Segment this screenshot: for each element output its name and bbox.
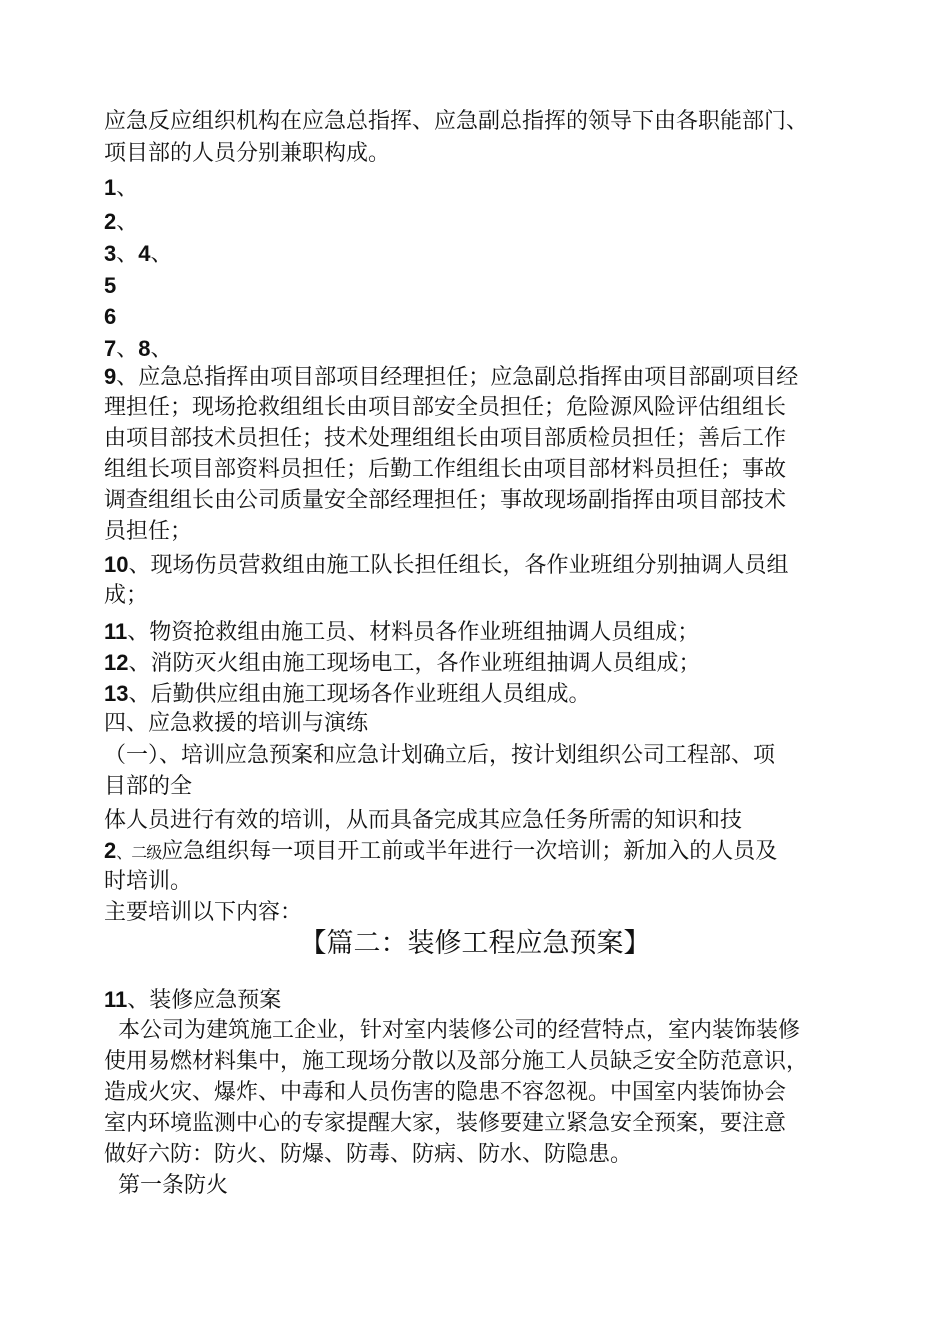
list-item-5 xyxy=(104,271,116,302)
item-10-line-2: 成； xyxy=(104,583,149,608)
item-text: 、 xyxy=(116,242,139,267)
training-line-4 xyxy=(104,836,777,868)
item-number: 13 xyxy=(104,681,129,706)
item-number: 10 xyxy=(104,552,129,577)
item-text: 、 xyxy=(116,337,139,362)
item-number: 1 xyxy=(104,175,117,200)
training-line-3: 体人员进行有效的培训，从而具备完成其应急任务所需的知识和技 xyxy=(104,808,743,833)
part2-line-1: 本公司为建筑施工企业，针对室内装修公司的经营特点，室内装饰装修 xyxy=(118,1018,801,1043)
part2-line-4: 室内环境监测中心的专家提醒大家，装修要建立紧急安全预案，要注意 xyxy=(104,1111,787,1136)
item-text: 、 xyxy=(150,337,173,362)
item-number: 9 xyxy=(104,364,117,389)
item-number: 11 xyxy=(104,987,128,1012)
list-item-12 xyxy=(104,648,701,679)
item-number: 8 xyxy=(138,336,151,361)
training-line-5: 时培训。 xyxy=(104,869,193,894)
list-item-10 xyxy=(104,550,789,581)
item-number: 11 xyxy=(104,619,128,644)
part2-line-2: 使用易燃材料集中，施工现场分散以及部分施工人员缺乏安全防范意识， xyxy=(104,1049,809,1074)
item-text: 、后勤供应组由施工现场各作业班组人员组成。 xyxy=(128,682,591,707)
list-item-9 xyxy=(104,362,798,393)
item-text: 、 xyxy=(116,176,139,201)
list-item-7-8 xyxy=(104,334,173,365)
item-9-line-6: 员担任； xyxy=(104,519,193,544)
overlap-text: 、二级 xyxy=(116,843,162,862)
list-item-1 xyxy=(104,173,138,204)
section-heading: 【篇二：装修工程应急预案】 xyxy=(299,928,651,959)
part2-line-5: 做好六防：防火、防爆、防毒、防病、防水、防隐患。 xyxy=(104,1142,633,1167)
intro-line-1: 应急反应组织机构在应急总指挥、应急副总指挥的领导下由各职能部门、 xyxy=(104,109,809,134)
item-text: 、应急总指挥由项目部项目经理担任；应急副总指挥由项目部副项目经 xyxy=(116,365,799,390)
list-item-2 xyxy=(104,207,138,238)
item-text: 、装修应急预案 xyxy=(127,988,282,1013)
item-9-line-4: 组组长项目部资料员担任；后勤工作组组长由项目部材料员担任；事故 xyxy=(104,457,787,482)
item-number: 2 xyxy=(104,838,117,863)
item-text: 、消防灭火组由施工现场电工，各作业班组抽调人员组成； xyxy=(128,651,701,676)
item-text: 应急组织每一项目开工前或半年进行一次培训；新加入的人员及 xyxy=(161,839,778,864)
section-4-title: 四、应急救援的培训与演练 xyxy=(104,711,369,736)
item-text: 、 xyxy=(116,210,139,235)
item-text: 、 xyxy=(150,242,173,267)
item-text: 、物资抢救组由施工员、材料员各作业班组抽调人员组成； xyxy=(127,620,700,645)
item-number: 7 xyxy=(104,336,117,361)
part2-line-6: 第一条防火 xyxy=(118,1173,229,1198)
list-item-3-4 xyxy=(104,239,173,270)
training-line-1: （一）、培训应急预案和应急计划确立后，按计划组织公司工程部、项 xyxy=(104,743,776,768)
item-number: 6 xyxy=(104,304,117,329)
item-9-line-2: 理担任；现场抢救组组长由项目部安全员担任；危险源风险评估组组长 xyxy=(104,395,787,420)
item-number: 3 xyxy=(104,241,117,266)
training-line-2: 目部的全 xyxy=(104,774,193,799)
item-9-line-5: 调查组组长由公司质量安全部经理担任；事故现场副指挥由项目部技术 xyxy=(104,488,787,513)
list-item-11 xyxy=(104,617,699,648)
part2-title xyxy=(104,985,281,1016)
training-line-6: 主要培训以下内容： xyxy=(104,900,303,925)
list-item-13 xyxy=(104,679,591,710)
item-text: 、现场伤员营救组由施工队长担任组长，各作业班组分别抽调人员组 xyxy=(128,553,789,578)
list-item-6 xyxy=(104,302,116,333)
intro-line-2: 项目部的人员分别兼职构成。 xyxy=(104,141,391,166)
item-9-line-3: 由项目部技术员担任；技术处理组组长由项目部质检员担任；善后工作 xyxy=(104,426,787,451)
part2-line-3: 造成火灾、爆炸、中毒和人员伤害的隐患不容忽视。中国室内装饰协会 xyxy=(104,1080,787,1105)
item-number: 5 xyxy=(104,273,117,298)
item-number: 2 xyxy=(104,209,117,234)
item-number: 4 xyxy=(138,241,151,266)
item-number: 12 xyxy=(104,650,129,675)
